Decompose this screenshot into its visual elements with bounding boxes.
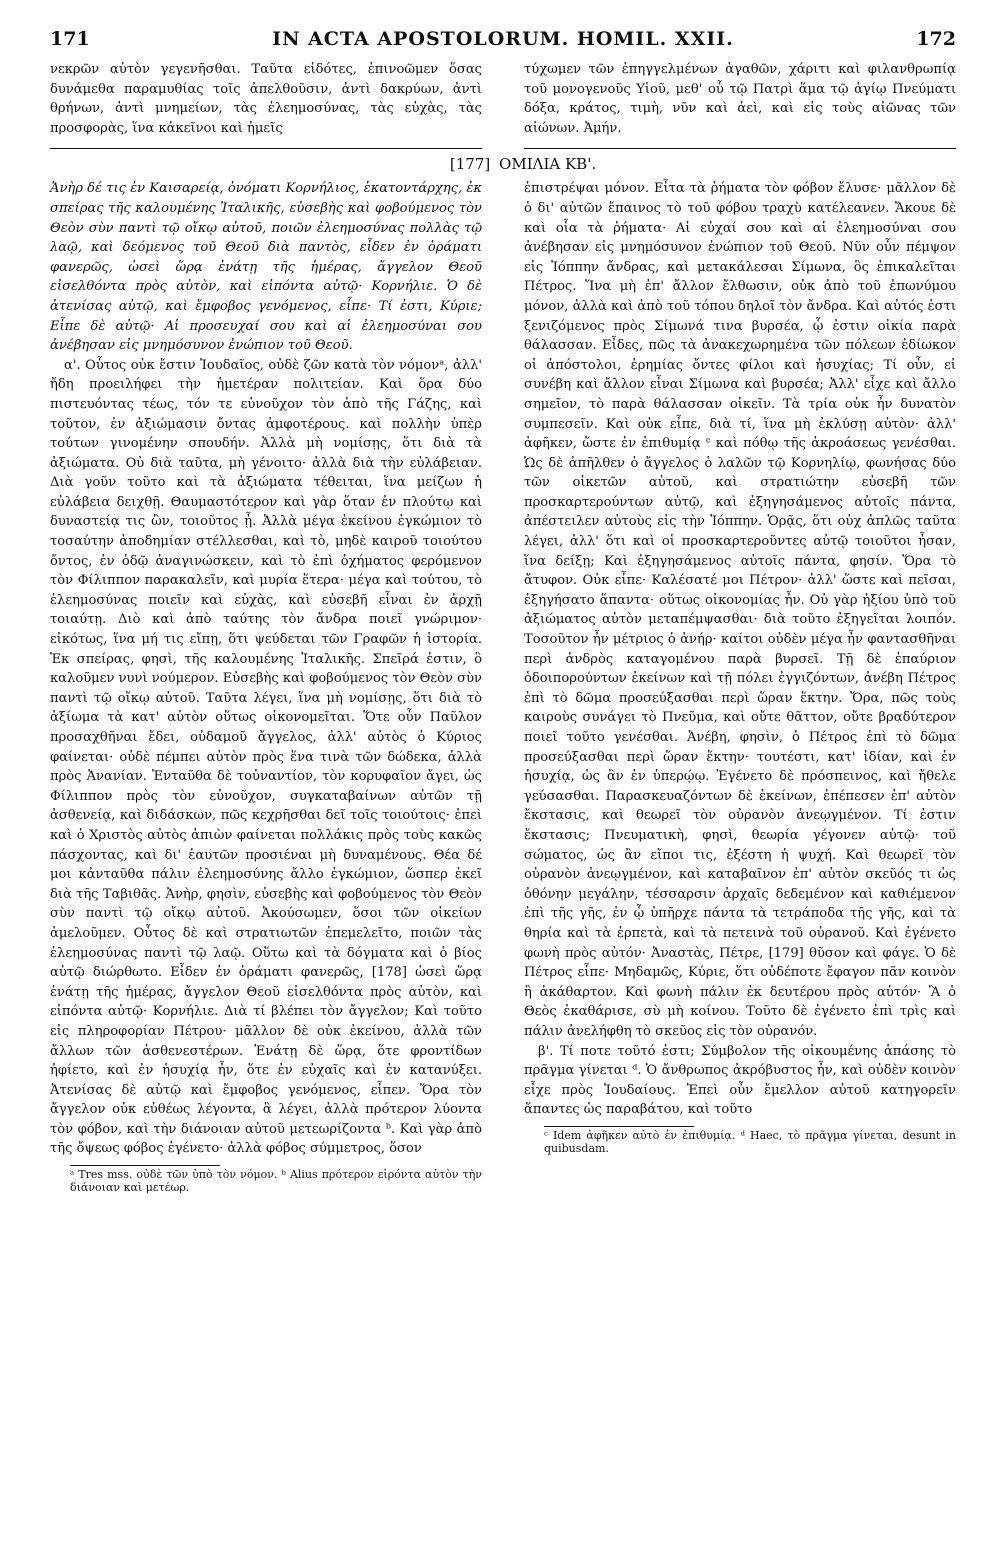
top-left-text: νεκρῶν αὐτὸν γεγενῆσθαι. Ταῦτα εἰδότες, ἐπινοῶμεν ὅσας δυνάμεθα παραμυθίας τοῖς ἀπελθοῦσιν, ἀντὶ δακρύων, ἀντὶ θρήνων, ἀντὶ μνημείων, τὰς ἐλεημοσύνας, τὰς εὐχὰς, τὰς προσφορὰς, ἵνα κἀκεῖνοι καὶ ἡμεῖς (50, 62, 482, 136)
right-paragraph-2: β'. Τί ποτε τοῦτό ἐστι; Σύμβολον τῆς οἰκουμένης ἁπάσης τὸ πρᾶγμα γίνεται ᵈ. Ὁ ἄνθρωπος ἀκρόβυστος ἦν, καὶ οὐδὲν κοινὸν εἶχε πρὸς Ἰουδαίους. Ἐπεὶ οὖν ἔμελλον αὐτοῦ κατηγορεῖν ἅπαντες ὡς παραβάτου, καὶ τοῦτο (524, 1043, 956, 1118)
top-right-column (524, 60, 956, 138)
scripture-lemma: Ἀνὴρ δέ τις ἐν Καισαρείᾳ, ὀνόματι Κορνήλιος, ἑκατοντάρχης, ἐκ σπείρας τῆς καλουμένης Ἰταλικῆς, εὐσεβὴς καὶ φοβούμενος τὸν Θεὸν σὺν παντὶ τῷ οἴκῳ αὐτοῦ, ποιῶν ἐλεημοσύνας πολλὰς τῷ λαῷ, καὶ δεόμενος τοῦ Θεοῦ διὰ παντὸς, εἶδεν ἐν ὁράματι φανερῶς, ὡσεὶ ὥρᾳ ἐνάτῃ τῆς ἡμέρας, ἄγγελον Θεοῦ εἰσελθόντα πρὸς αὐτὸν, καὶ εἰπόντα αὐτῷ· Κορνήλιε. Ὁ δὲ ἀτενίσας αὐτῷ, καὶ ἔμφοβος γενόμενος, εἶπε· Τί ἐστι, Κύριε; Εἶπε δὲ αὐτῷ· Αἱ προσευχαί σου καὶ αἱ ἐλεημοσύναι σου ἀνέβησαν εἰς μνημόσυνον ἐνώπιον τοῦ Θεοῦ. (50, 181, 482, 354)
footnote-right: ᶜ Idem ἀφῆκεν αὐτὸ ἐν ἐπιθυμίᾳ. ᵈ Haec, τὸ πρᾶγμα γίνεται, desunt in quibusdam. (544, 1128, 956, 1155)
right-column (524, 179, 956, 1194)
top-right-text: τύχωμεν τῶν ἐπηγγελμένων ἀγαθῶν, χάριτι καὶ φιλανθρωπίᾳ τοῦ μονογενοῦς Υἱοῦ, μεθ' οὗ τῷ Πατρὶ ἅμα τῷ ἁγίῳ Πνεύματι δόξα, κράτος, τιμὴ, νῦν καὶ ἀεὶ, καὶ εἰς τοὺς αἰῶνας τῶν αἰώνων. Ἀμήν. (524, 62, 956, 136)
homily-title: ΟΜΙΛΙΑ ΚΒ'. (499, 155, 597, 174)
footnote-left: ᵃ Tres mss. οὐδὲ τῶν ὑπὸ τὸν νόμον. ᵇ Alius πρότερον εἰρόντα αὐτὸν τὴν διάνοιαν καὶ μετέωρ. (70, 1168, 482, 1195)
footnote-rule-left (70, 1165, 220, 1166)
divider-rule-right (524, 148, 956, 149)
footnote-rule-right (544, 1126, 694, 1127)
left-column (50, 179, 482, 1194)
page-number-right: 172 (916, 28, 956, 50)
right-paragraph-1: ἐπιστρέψαι μόνον. Εἶτα τὰ ῥήματα τὸν φόβον ἔλυσε· μᾶλλον δὲ ὁ δι' αὐτῶν ἔπαινος τὸ τοῦ φόβου τραχὺ κατέλεανεν. Ἄκουε δὲ καὶ οἷα τὰ ῥήματα· Αἱ εὐχαί σου καὶ αἱ ἐλεημοσύναι σου ἀνέβησαν εἰς μνημόσυνον ἐνώπιον τοῦ Θεοῦ. Νῦν οὖν πέμψον εἰς Ἰόππην ἄνδρας, καὶ μετακάλεσαι Σίμωνα, ὃς ἐπικαλεῖται Πέτρος. Ἵνα μὴ ἐπ' ἄλλον ἔλθωσιν, οὐκ ἀπὸ τοῦ ἐπωνύμου μόνον, ἀλλὰ καὶ ἀπὸ τοῦ τόπου δηλοῖ τὸν ἄνδρα. Καὶ αὐτός ἐστι ξενιζόμενος πρὸς Σίμωνά τινα βυρσέα, ᾧ ἐστιν οἰκία παρὰ θάλασσαν. Εἶδες, πῶς τὰ ἀνακεχωρημένα τῶν πόλεων ἐδίωκον οἱ ἀπόστολοι, ἐρημίας ὄντες φίλοι καὶ ἡσυχίας; Τί οὖν, εἰ συνέβη καὶ ἄλλον εἶναι Σίμωνα καὶ βυρσέα; Ἀλλ' εἶχε καὶ ἄλλο σημεῖον, τὸ παρὰ θάλασσαν οἰκεῖν. Τὰ τρία οὐκ ἦν δυνατὸν συμπεσεῖν. Καὶ οὐκ εἶπε, διὰ τί, ἵνα μὴ ἐκλύσῃ αὐτὸν· ἀλλ' ἀφῆκεν, ὥστε ἐν ἐπιθυμίᾳ ᶜ καὶ πόθῳ τῆς ἀκροάσεως γενέσθαι. Ὡς δὲ ἀπῆλθεν ὁ ἄγγελος ὁ λαλῶν τῷ Κορνηλίῳ, φωνήσας δύο τῶν οἰκετῶν αὐτοῦ, καὶ στρατιώτην εὐσεβῆ τῶν προσκαρτερούντων αὐτῷ, καὶ ἐξηγησάμενος αὐτοῖς πάντα, ἀπέστειλεν αὐτοὺς εἰς τὴν Ἰόππην. Ὁρᾷς, ὅτι οὐχ ἁπλῶς ταῦτα λέγει, ἀλλ' ὅτι καὶ οἱ προσκαρτεροῦντες αὐτῷ τοιοῦτοι ἦσαν, ἵνα δείξῃ; Καὶ ἐξηγησάμενος αὐτοῖς πάντα, φησίν. Ὅρα τὸ ἄτυφον. Οὐκ εἶπε· Καλέσατέ μοι Πέτρον· ἀλλ' ὥστε καὶ πεῖσαι, ἐξηγήσατο ἅπαντα· οὕτως οἰκονομίας ἦν. Οὐ γὰρ ἠξίου ὑπὸ τοῦ ἀξιώματος αὐτὸν μεταπέμψασθαι· διὰ τοῦτο ἐξηγεῖται λοιπόν. Τοσοῦτον ἦν μέτριος ὁ ἀνήρ· καίτοι οὐδὲν μέγα ἦν φαντασθῆναι περὶ ἀνδρὸς καταγομένου παρὰ βυρσεῖ. Τῇ δὲ ἐπαύριον ὁδοιπορούντων ἐκείνων καὶ τῇ πόλει ἐγγιζόντων, ἀνέβη Πέτρος ἐπὶ τὸ δῶμα προσεύξασθαι περὶ ὥραν ἕκτην. Ὅρα, πῶς τοὺς καιροὺς συνάγει τὸ Πνεῦμα, καὶ οὔτε θᾶττον, οὔτε βραδύτερον ποιεῖ τοῦτο γενέσθαι. Ἀνέβη, φησὶν, ὁ Πέτρος ἐπὶ τὸ δῶμα προσεύξασθαι περὶ ὥραν ἕκτην· τουτέστι, κατ' ἰδίαν, καὶ ἐν ἡσυχίᾳ, ὡς ἂν ἐν ὑπερῴῳ. Ἐγένετο δὲ πρόσπεινος, καὶ ἤθελε γεύσασθαι. Παρασκευαζόντων δὲ ἐκείνων, ἐπέπεσεν ἐπ' αὐτὸν ἔκστασις, καὶ θεωρεῖ τὸν οὐρανὸν ἀνεῳγμένον. Τί ἐστιν ἔκστασις; Πνευματικὴ, φησὶ, θεωρία γέγονεν αὐτῷ· τοῦ σώματος, ὡς ἂν εἴποι τις, ἐξέστη ἡ ψυχή. Καὶ θεωρεῖ τὸν οὐρανὸν ἀνεῳγμένον, καὶ καταβαῖνον ἐπ' αὐτὸν σκεῦός τι ὡς ὀθόνην μεγάλην, τέσσαρσιν ἀρχαῖς δεδεμένον καὶ καθιέμενον ἐπὶ τῆς γῆς, ἐν ᾧ ὑπῆρχε πάντα τὰ τετράποδα τῆς γῆς, καὶ τὰ θηρία καὶ τὰ ἑρπετὰ, καὶ τὰ πετεινὰ τοῦ οὐρανοῦ. Καὶ ἐγένετο φωνὴ πρὸς αὐτόν· Ἀναστὰς, Πέτρε, [179] θῦσον καὶ φάγε. Ὁ δὲ Πέτρος εἶπε· Μηδαμῶς, Κύριε, ὅτι οὐδέποτε ἔφαγον πᾶν κοινὸν ἢ ἀκάθαρτον. Καὶ φωνὴ πάλιν ἐκ δευτέρου πρὸς αὐτόν· Ἃ ὁ Θεὸς ἐκαθάρισε, σὺ μὴ κοίνου. Τοῦτο δὲ ἐγένετο ἐπὶ τρὶς καὶ πάλιν ἀνελήφθη τὸ σκεῦος εἰς τὸν οὐρανόν. (524, 181, 956, 1039)
top-continuation (50, 60, 956, 138)
section-divider (50, 148, 956, 149)
main-columns (50, 179, 956, 1194)
running-title: IN ACTA APOSTOLORUM. HOMIL. XXII. (272, 28, 734, 50)
top-left-column (50, 60, 482, 138)
running-head (50, 28, 956, 60)
homily-heading (90, 155, 956, 173)
divider-rule-left (50, 148, 482, 149)
homily-page-ref: [177] (449, 155, 491, 174)
left-paragraph-1: α'. Οὗτος οὐκ ἔστιν Ἰουδαῖος, οὐδὲ ζῶν κατὰ τὸν νόμονᵃ, ἀλλ' ἤδη προειλήφει τὴν ἡμετέραν πολιτείαν. Καὶ ὅρα δύο πιστευόντας τέως, τόν τε εὐνοῦχον τὸν ἀπὸ τῆς Γάζης, καὶ τοῦτον, ἐν ἀξιώμασιν ὄντας ἀμφοτέρους. καὶ πολλὴν ὑπὲρ τούτων γινομένην σπουδήν. Ἀλλὰ μὴ νομίσῃς, ὅτι διὰ τὰ ἀξιώματα. Οὐ διὰ ταῦτα, μὴ γένοιτο· ἀλλὰ διὰ τὴν εὐλάβειαν. Διὰ γοῦν τοῦτο καὶ τὰ ἀξιώματα τέθειται, ἵνα μείζων ἡ εὐλάβεια δειχθῇ. Θαυμαστότερον καὶ γὰρ ὅταν ἐν πλούτῳ καὶ δυναστείᾳ τις ὢν, τοιοῦτος ᾖ. Ἀλλὰ μέγα ἐκείνου ἐγκώμιον τὸ τοσαύτην ἀποδημίαν στέλλεσθαι, καὶ τὸ, μηδὲ καιροῦ τοιούτου ὄντος, ἐν ὁδῷ ἀναγινώσκειν, καὶ τὸ ἐπὶ ὀχήματος φερόμενον τὸν Φίλιππον παρακαλεῖν, καὶ μυρία ἕτερα· μέγα καὶ τούτου, τὸ ἐλεημοσύνας ποιεῖν καὶ εὐχὰς, καὶ εὐσεβῆ εἶναι ἐν ἀρχῇ τοιαύτῃ. Διὸ καὶ ἀπὸ ταύτης τὸν ἄνδρα ποιεῖ γνώριμον· εἰκότως, ἵνα μή τις εἴπῃ, ὅτι ψεύδεται τῶν Γραφῶν ἡ ἱστορία. Ἐκ σπείρας, φησὶ, τῆς καλουμένης Ἰταλικῆς. Σπεῖρά ἐστιν, ὃ καλοῦμεν νυνὶ νούμερον. Εὐσεβὴς καὶ φοβούμενος τὸν Θεὸν σὺν παντὶ τῷ οἴκῳ αὐτοῦ. Ταῦτα λέγει, ἵνα μὴ νομίσῃς, ὅτι διὰ τὸ ἀξίωμα τὰ κατ' αὐτὸν οὕτως οἰκονομεῖται. Ὅτε οὖν Παῦλον προσαχθῆναι ἔδει, οὐδαμοῦ ἄγγελος, ἀλλ' αὐτὸς ὁ Κύριος φαίνεται· οὐδὲ πέμπει αὐτὸν πρὸς ἕνα τινὰ τῶν δώδεκα, ἀλλὰ πρὸς Ἀνανίαν. Ἐνταῦθα δὲ τοὐναντίον, τὸν κορυφαῖον ἄγει, ὡς Φίλιππον πρὸς τὸν εὐνοῦχον, συγκαταβαίνων αὐτῶν τῇ ἀσθενείᾳ, καὶ διδάσκων, πῶς κεχρῆσθαι δεῖ τοῖς τοιούτοις· ἐπεὶ καὶ ὁ Χριστὸς αὐτὸς ἀπιὼν φαίνεται πολλάκις πρὸς τοὺς κακῶς πάσχοντας, καὶ δι' ἑαυτῶν προσιέναι μὴ δυναμένους. Θέα δέ μοι κἀνταῦθα πάλιν ἐλεημοσύνης ἄλλο ἐγκώμιον, ὥσπερ ἐκεῖ διὰ τῆς Ταβιθᾶς. Ἀνὴρ, φησὶν, εὐσεβὴς καὶ φοβούμενος τὸν Θεὸν σὺν παντὶ τῷ οἴκῳ αὐτοῦ. Ἀκούσωμεν, ὅσοι τῶν οἰκείων ἀμελοῦμεν. Οὗτος δὲ καὶ στρατιωτῶν ἐπεμελεῖτο, ποιῶν τὰς ἐλεημοσύνας παντὶ τῷ λαῷ. Οὕτω καὶ τὰ δόγματα καὶ ὁ βίος αὐτῷ διώρθωτο. Εἶδεν ἐν ὁράματι φανερῶς, [178] ὡσεὶ ὥρᾳ ἐνάτῃ τῆς ἡμέρας, ἄγγελον Θεοῦ εἰσελθόντα πρὸς αὐτὸν, καὶ εἰπόντα αὐτῷ· Κορνήλιε. Διὰ τί βλέπει τὸν ἄγγελον; Καὶ τοῦτο εἰς πληροφορίαν Πέτρου· μᾶλλον δὲ οὐκ ἐκείνου, ἀλλὰ τῶν ἄλλων τῶν ἀσθενεστέρων. Ἐνάτῃ δὲ ὥρᾳ, ὅτε φροντίδων ἠφίετο, καὶ ἐν ἡσυχίᾳ ἦν, ὅτε ἐν εὐχαῖς καὶ ἐν κατανύξει. Ἀτενίσας δὲ αὐτῷ καὶ ἔμφοβος γενόμενος, εἶπεν. Ὅρα τὸν ἄγγελον οὐκ εὐθέως λέγοντα, ἃ λέγει, ἀλλὰ πρότερον λύοντα τὸν φόβον, καὶ τὴν διάνοιαν αὐτοῦ μετεωρίζοντα ᵇ. Καὶ γὰρ ἀπὸ τῆς ὄψεως φόβος ἐγένετο· ἀλλὰ φόβος σύμμετρος, ὅσον (50, 357, 482, 1157)
page-number-left: 171 (50, 28, 90, 50)
